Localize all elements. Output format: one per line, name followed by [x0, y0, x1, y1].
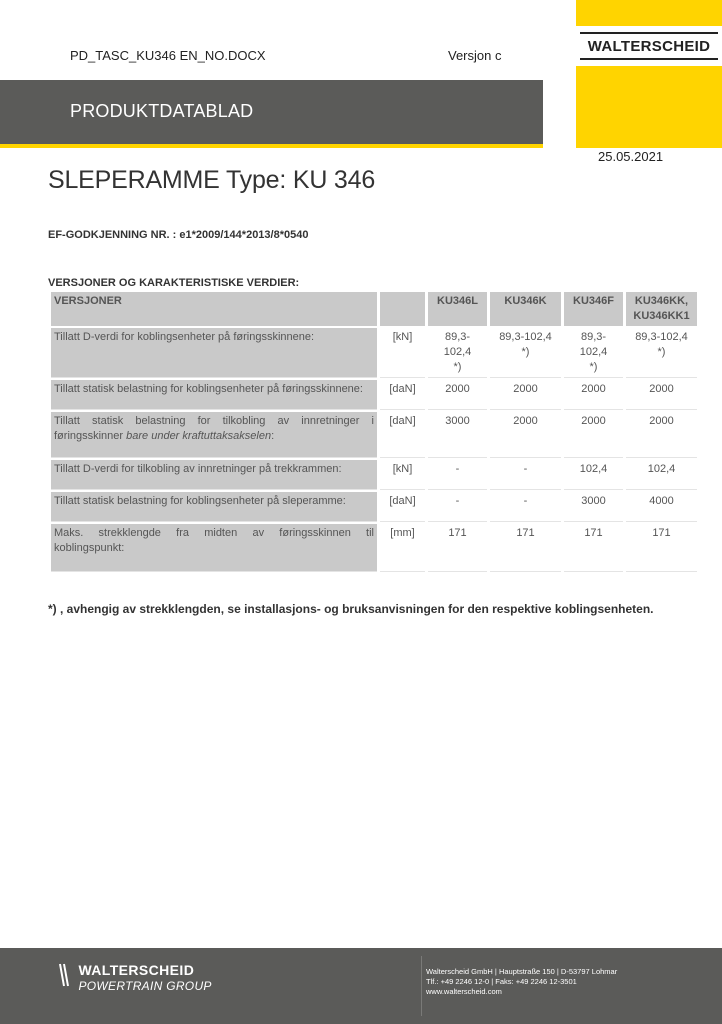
row-unit: [kN] — [380, 328, 425, 378]
row-label-text: Tillatt D-verdi for koblingsenheter på føringsskinnene: — [54, 331, 315, 343]
table-header-row — [51, 292, 697, 326]
row-label — [51, 524, 377, 572]
row-value: 2000 — [490, 412, 561, 458]
footer-divider — [421, 956, 422, 1016]
column-header-versions: VERSJONER — [51, 292, 377, 326]
row-value: 171 — [564, 524, 623, 572]
row-label-text: Tillatt statisk belastning for tilkobling av innretninger i føringsskinner — [54, 415, 374, 442]
row-value: 89,3-102,4 *) — [490, 328, 561, 378]
row-value: - — [490, 460, 561, 490]
row-value: 171 — [490, 524, 561, 572]
column-header-ku346kk: KU346KK, KU346KK1 — [626, 292, 697, 326]
row-value: - — [428, 492, 487, 522]
footer-brand-group: POWERTRAIN GROUP — [78, 979, 212, 993]
row-label — [51, 412, 377, 458]
row-label — [51, 460, 377, 490]
row-value: 2000 — [564, 412, 623, 458]
header-band-accent — [0, 144, 543, 148]
row-value: 3000 — [564, 492, 623, 522]
section-heading: VERSJONER OG KARAKTERISTISKE VERDIER: — [48, 277, 300, 289]
row-value: 89,3- 102,4 *) — [428, 328, 487, 378]
table-row — [51, 524, 697, 572]
sheet-title: PRODUKTDATABLAD — [70, 101, 254, 121]
page-title: SLEPERAMME Type: KU 346 — [48, 166, 376, 194]
table-row — [51, 328, 697, 378]
row-value: - — [490, 492, 561, 522]
row-value: 3000 — [428, 412, 487, 458]
document-date: 25.05.2021 — [598, 149, 664, 164]
row-label-text: Maks. strekklengde fra midten av føringsskinnen til koblingspunkt: — [54, 527, 374, 554]
document-filename: PD_TASC_KU346 EN_NO.DOCX — [70, 48, 266, 63]
row-value: 102,4 — [626, 460, 697, 490]
column-header-ku346k: KU346K — [490, 292, 561, 326]
table-row — [51, 380, 697, 410]
column-header-ku346l: KU346L — [428, 292, 487, 326]
row-unit: [daN] — [380, 412, 425, 458]
row-label-suffix: : — [271, 430, 275, 442]
column-header-unit — [380, 292, 425, 326]
row-value: 89,3- 102,4 *) — [564, 328, 623, 378]
walterscheid-logo: WALTERSCHEID — [580, 32, 718, 60]
footer-address: Walterscheid GmbH | Hauptstraße 150 | D-53797 Lohmar — [426, 967, 618, 976]
footer-brand-name: WALTERSCHEID — [78, 962, 195, 978]
footer-brand — [58, 962, 212, 993]
row-label-emphasis: bare under kraftuttaksakselen — [126, 430, 272, 442]
document-version: Versjon c — [448, 48, 502, 63]
footer-phone: Tlf.: +49 2246 12-0 | Faks: +49 2246 12-3501 — [426, 977, 577, 986]
row-unit: [daN] — [380, 492, 425, 522]
specification-table — [48, 290, 700, 574]
footer-website: www.walterscheid.com — [426, 987, 502, 996]
approval-number: EF-GODKJENNING NR. : e1*2009/144*2013/8*0540 — [48, 229, 309, 241]
row-value: 2000 — [626, 412, 697, 458]
row-label-text: Tillatt statisk belastning for koblingsenheter på føringsskinnene: — [54, 383, 363, 395]
row-value: 4000 — [626, 492, 697, 522]
brand-yellow-block — [576, 0, 722, 148]
column-header-ku346f: KU346F — [564, 292, 623, 326]
row-value: 171 — [428, 524, 487, 572]
row-label — [51, 380, 377, 410]
row-value: - — [428, 460, 487, 490]
walterscheid-mark-icon — [58, 962, 70, 988]
table-row — [51, 412, 697, 458]
row-label — [51, 328, 377, 378]
row-label-text: Tillatt D-verdi for tilkobling av innretninger på trekkrammen: — [54, 463, 342, 475]
table-row — [51, 492, 697, 522]
row-value: 102,4 — [564, 460, 623, 490]
row-value: 2000 — [626, 380, 697, 410]
row-value: 2000 — [564, 380, 623, 410]
row-unit: [daN] — [380, 380, 425, 410]
row-unit: [kN] — [380, 460, 425, 490]
row-value: 171 — [626, 524, 697, 572]
row-unit: [mm] — [380, 524, 425, 572]
row-label — [51, 492, 377, 522]
row-value: 89,3-102,4 *) — [626, 328, 697, 378]
footer-contact — [426, 967, 617, 997]
row-value: 2000 — [490, 380, 561, 410]
row-value: 2000 — [428, 380, 487, 410]
row-label-text: Tillatt statisk belastning for koblingsenheter på sleperamme: — [54, 495, 346, 507]
footnote: *) , avhengig av strekklengden, se installasjons- og bruksanvisningen for den respektive koblingsenheten. — [48, 602, 654, 616]
table-row — [51, 460, 697, 490]
